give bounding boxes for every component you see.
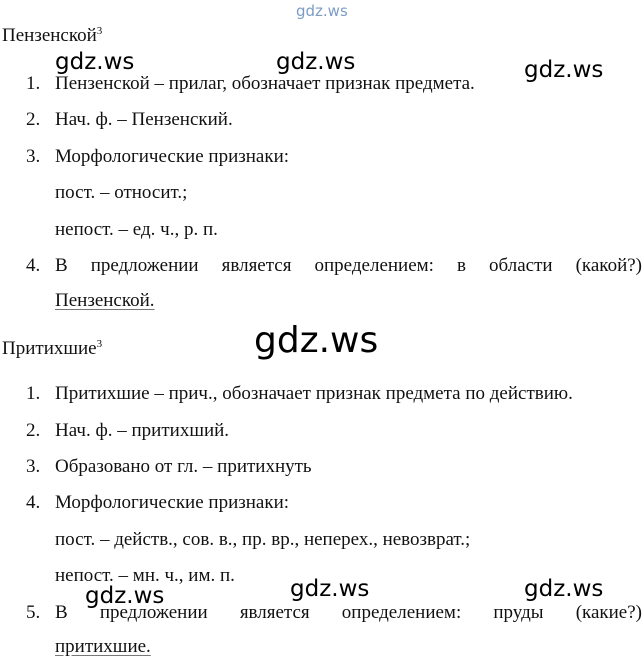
watermark: gdz.ws xyxy=(290,576,370,602)
list-item-text xyxy=(55,255,642,277)
section-heading xyxy=(2,25,102,47)
list-item-text: Морфологические признаки: xyxy=(55,492,290,513)
list-number: 3. xyxy=(26,146,41,167)
watermark: gdz.ws xyxy=(276,49,356,75)
heading-word: Притихшие xyxy=(2,338,97,359)
continuation-text: Пензенской. xyxy=(55,290,155,311)
watermark: gdz.ws xyxy=(55,49,135,75)
list-item-text xyxy=(55,602,642,624)
watermark: gdz.ws xyxy=(524,576,604,602)
justified-line: В предложении является определением: в области (какой?) xyxy=(55,255,642,276)
nonconstant-features-line: непост. – ед. ч., р. п. xyxy=(55,219,218,240)
section-heading xyxy=(2,338,102,360)
list-item-text: Пензенской – прилаг, обозначает признак предмета. xyxy=(55,73,475,94)
heading-superscript: 3 xyxy=(96,338,103,350)
list-item-text: Нач. ф. – притихший. xyxy=(55,420,230,441)
heading-word: Пензенской xyxy=(2,25,97,46)
constant-features-line: пост. – действ., сов. в., пр. вр., неперех., невозврат.; xyxy=(55,529,471,550)
list-number: 2. xyxy=(26,109,41,130)
list-number: 4. xyxy=(26,492,41,513)
watermark-top: gdz.ws xyxy=(296,2,348,20)
list-item-text: Образовано от гл. – притихнуть xyxy=(55,456,312,477)
watermark-large: gdz.ws xyxy=(254,320,379,361)
list-number: 1. xyxy=(26,383,41,404)
watermark: gdz.ws xyxy=(524,57,604,83)
list-number: 3. xyxy=(26,456,41,477)
list-item-text: Нач. ф. – Пензенский. xyxy=(55,109,233,130)
heading-superscript: 3 xyxy=(96,25,103,37)
continuation-text: притихшие. xyxy=(55,636,151,657)
list-number: 1. xyxy=(26,73,41,94)
list-item-text: Притихшие – прич., обозначает признак предмета по действию. xyxy=(55,383,573,404)
nonconstant-features-line: непост. – мн. ч., им. п. xyxy=(55,565,235,586)
constant-features-line: пост. – относит.; xyxy=(55,182,188,203)
list-number: 5. xyxy=(26,602,41,623)
list-number: 2. xyxy=(26,420,41,441)
list-item-text: Морфологические признаки: xyxy=(55,146,290,167)
watermark: gdz.ws xyxy=(85,583,165,609)
list-number: 4. xyxy=(26,255,41,276)
justified-line: В предложении является определением: пруды (какие?) xyxy=(55,602,642,623)
